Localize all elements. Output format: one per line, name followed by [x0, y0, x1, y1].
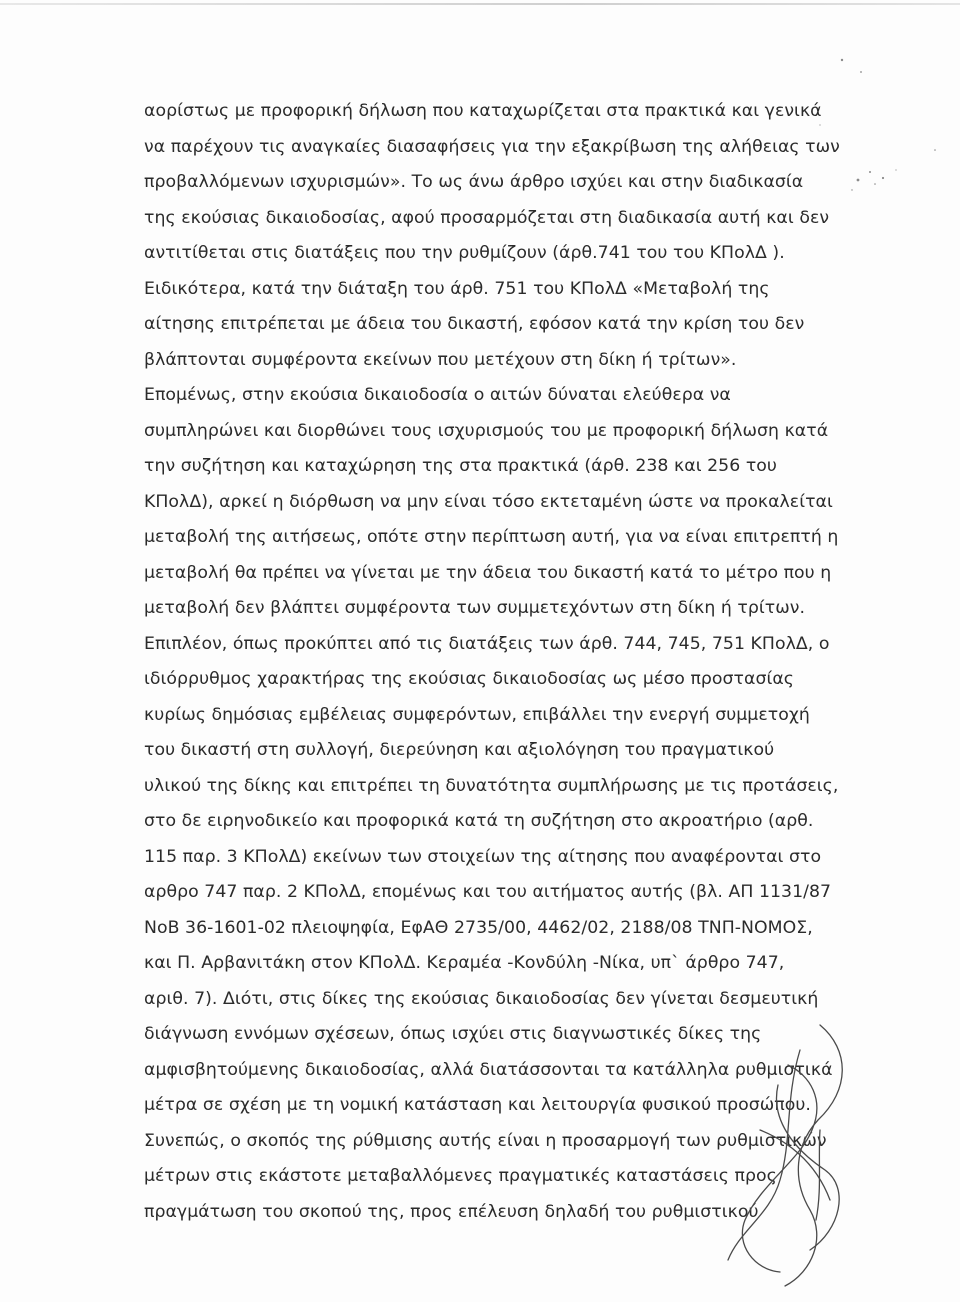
text-line: μέτρων στις εκάστοτε μεταβαλλόμενες πραγματικές καταστάσεις προς	[144, 1166, 777, 1186]
text-line: βλάπτονται συμφέροντα εκείνων που μετέχουν στη δίκη ή τρίτων».	[144, 349, 737, 370]
scan-top-edge	[0, 3, 960, 5]
text-line: προβαλλόμενων ισχυρισμών». Το ως άνω άρθρο ισχύει και στην διαδικασία	[144, 172, 804, 192]
text-line: Επιπλέον, όπως προκύπτει από τις διατάξεις των άρθ. 744, 745, 751 ΚΠολΔ, ο	[144, 633, 830, 654]
text-line: συμπληρώνει και διορθώνει τους ισχυρισμούς του με προφορική δήλωση κατά	[144, 420, 829, 441]
text-line: 115 παρ. 3 ΚΠολΔ) εκείνων των στοιχείων της αίτησης που αναφέρονται στο	[144, 846, 822, 867]
text-line: μέτρα σε σχέση με τη νομική κατάσταση και λειτουργία φυσικού προσώπου.	[144, 1095, 811, 1115]
text-line: ΚΠολΔ), αρκεί η διόρθωση να μην είναι τόσο εκτεταμένη ώστε να προκαλείται	[144, 491, 833, 512]
text-line: ιδιόρρυθμος χαρακτήρας της εκούσιας δικαιοδοσίας ως μέσο προστασίας	[144, 669, 794, 689]
text-line: μεταβολή της αιτήσεως, οπότε στην περίπτωση αυτή, για να είναι επιτρεπτή η	[144, 527, 839, 547]
text-line: αορίστως με προφορική δήλωση που καταχωρίζεται στα πρακτικά και γενικά	[144, 101, 822, 121]
text-line: πραγμάτωση του σκοπού της, προς επέλευση δηλαδή του ρυθμιστικού	[144, 1201, 759, 1222]
handwritten-signature	[700, 1010, 860, 1300]
text-line: διάγνωση εννόμων σχέσεων, όπως ισχύει στις διαγνωστικές δίκες της	[144, 1024, 762, 1044]
text-line: Ειδικότερα, κατά την διάταξη του άρθ. 751 του ΚΠολΔ «Μεταβολή της	[144, 278, 770, 299]
text-line: μεταβολή θα πρέπει να γίνεται με την άδεια του δικαστή κατά το μέτρο που η	[144, 562, 832, 583]
text-line: την συζήτηση και καταχώρηση της στα πρακτικά (άρθ. 238 και 256 του	[144, 456, 777, 476]
text-line: αμφισβητούμενης δικαιοδοσίας, αλλά διατάσσονται τα κατάλληλα ρυθμιστικά	[144, 1059, 833, 1080]
text-line: και Π. Αρβανιτάκη στον ΚΠολΔ. Κεραμέα -Κονδύλη -Νίκα, υπ` άρθρο 747,	[144, 953, 785, 973]
text-line: να παρέχουν τις αναγκαίες διασαφήσεις για την εξακρίβωση της αλήθειας των	[144, 136, 840, 157]
text-line: αντιτίθεται στις διατάξεις που την ρυθμίζουν (άρθ.741 του του ΚΠολΔ ).	[144, 243, 785, 263]
text-line: κυρίως δημόσιας εμβέλειας συμφερόντων, επιβάλλει την ενεργή συμμετοχή	[144, 704, 810, 725]
text-line: της εκούσιας δικαιοδοσίας, αφού προσαρμόζεται στη διαδικασία αυτή και δεν	[144, 207, 830, 228]
text-line: αριθ. 7). Διότι, στις δίκες της εκούσιας δικαιοδοσίας δεν γίνεται δεσμευτική	[144, 988, 819, 1009]
text-line: του δικαστή στη συλλογή, διερεύνηση και αξιολόγηση του πραγματικού	[144, 740, 775, 760]
text-line: υλικού της δίκης και επιτρέπει τη δυνατότητα συμπλήρωσης με τις προτάσεις,	[144, 775, 839, 796]
text-line: μεταβολή δεν βλάπτει συμφέροντα των συμμετεχόντων στη δίκη ή τρίτων.	[144, 598, 805, 618]
text-line: Επομένως, στην εκούσια δικαιοδοσία ο αιτών δύναται ελεύθερα να	[144, 385, 731, 405]
text-line: αρθρο 747 παρ. 2 ΚΠολΔ, επομένως και του αιτήματος αυτής (βλ. ΑΠ 1131/87	[144, 882, 832, 902]
text-line: Συνεπώς, ο σκοπός της ρύθμισης αυτής είναι η προσαρμογή των ρυθμιστικών	[144, 1130, 827, 1151]
text-line: ΝοΒ 36-1601-02 πλειοψηφία, ΕφΑΘ 2735/00, 4462/02, 2188/08 ΤΝΠ-ΝΟΜΟΣ,	[144, 917, 813, 938]
text-line: στο δε ειρηνοδικείο και προφορικά κατά τη συζήτηση στο ακροατήριο (αρθ.	[144, 811, 814, 831]
text-line: αίτησης επιτρέπεται με άδεια του δικαστή, εφόσον κατά την κρίση του δεν	[144, 314, 805, 334]
